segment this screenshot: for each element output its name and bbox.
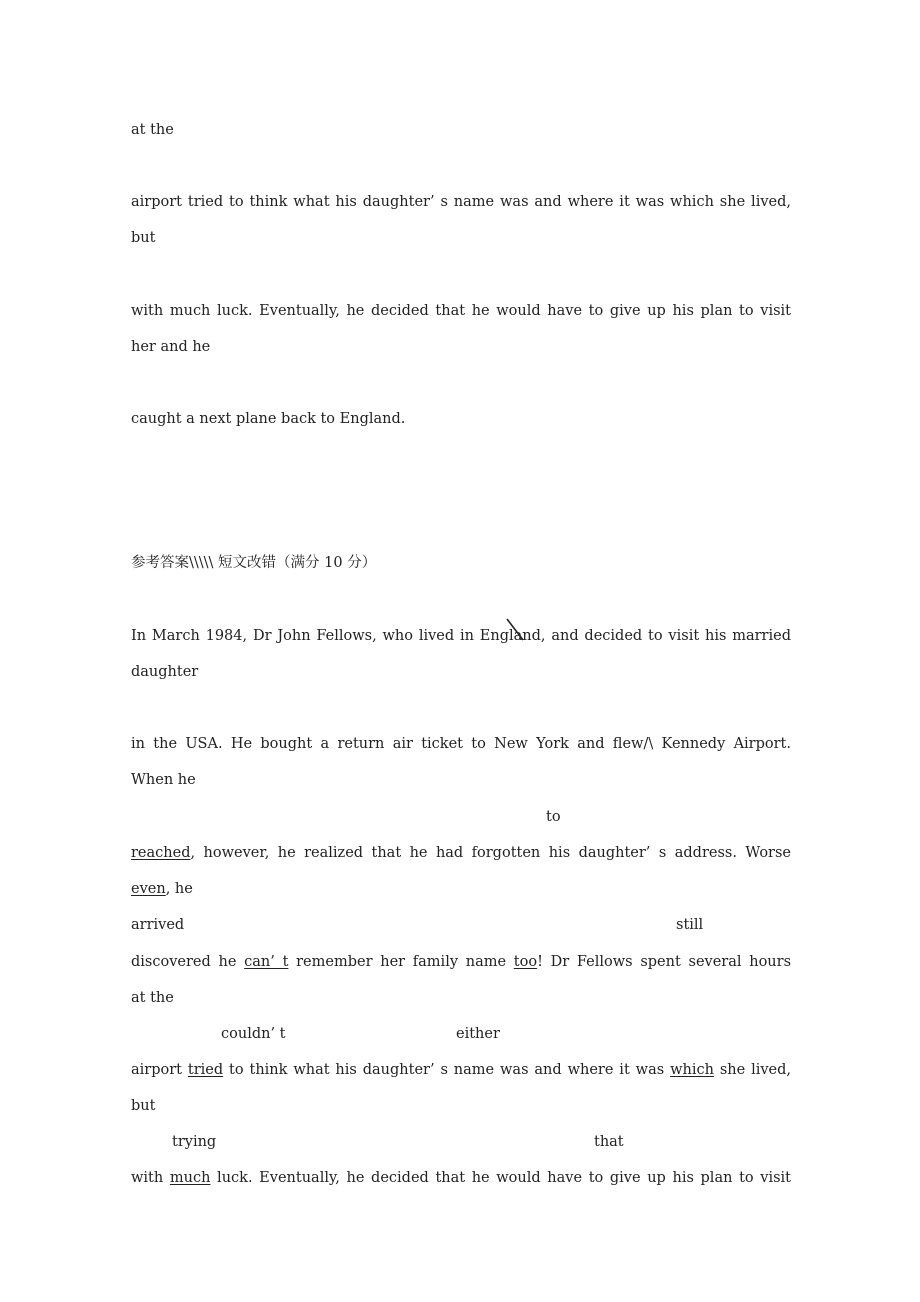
passage-line: airport tried to think what his daughter’ s name was and where it was which she lived, [131,194,791,210]
correction-word: either [456,1026,500,1042]
passage-line: her and he [131,339,211,355]
correction-word: that [594,1134,624,1150]
answer-text: airport [131,1062,188,1078]
underlined-error: which [670,1062,714,1078]
answer-line: in the USA. He bought a return air ticket to New York and flew/\ Kennedy Airport. [131,736,791,752]
correction-word: still [676,917,704,933]
answer-text: remember her family name [288,954,514,970]
answer-text: luck. Eventually, he decided that he would have to give up his plan to visit [210,1170,791,1186]
answer-text: to think what his daughter’ s name was and where it was [223,1062,671,1078]
answer-line [131,879,791,899]
answer-heading: 参考答案\\\\\ 短文改错（满分 10 分） [131,555,377,571]
passage-line: with much luck. Eventually, he decided that he would have to give up his plan to visit [131,303,791,319]
passage-line: caught a next plane back to England. [131,411,406,427]
answer-text: , he [165,881,193,897]
answer-line: When he [131,772,196,788]
correction-word: couldn’ t [221,1026,286,1042]
correction-word: arrived [131,917,185,933]
correction-word: to [546,809,561,825]
underlined-error: even [131,881,166,897]
answer-text: , however, he realized that he had forgotten his daughter’ s address. Worse [190,845,791,861]
answer-text: ! Dr Fellows spent several hours [537,954,792,970]
underlined-error: too [513,954,538,970]
underlined-error: tried [187,1062,224,1078]
answer-line: but [131,1098,156,1114]
answer-line: In March 1984, Dr John Fellows, who lived in England, and decided to visit his married [131,628,791,644]
answer-line [131,1060,791,1080]
answer-text: with [131,1170,170,1186]
passage-line: but [131,230,156,246]
answer-text: she lived, [713,1062,792,1078]
underlined-error: can’ t [244,954,289,970]
answer-line [131,843,791,863]
underlined-error: much [169,1170,211,1186]
answer-line: daughter [131,664,199,680]
underlined-error: reached [131,845,191,861]
answer-line [131,952,791,972]
answer-line: at the [131,990,174,1006]
correction-word: trying [172,1134,217,1150]
answer-text: discovered he [131,954,245,970]
answer-line [131,1168,791,1188]
passage-line: at the [131,122,174,138]
